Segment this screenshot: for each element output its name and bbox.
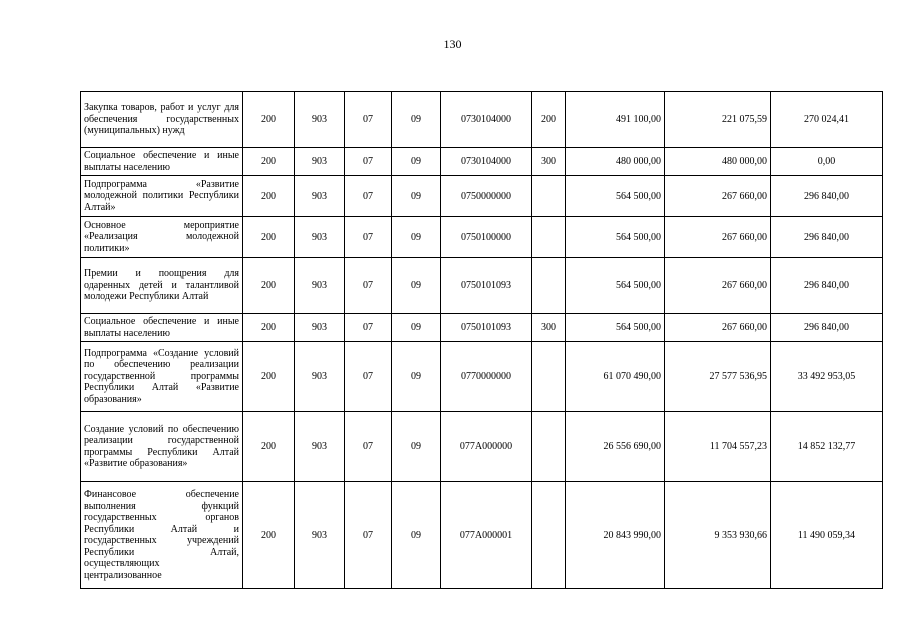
section-code: 07 xyxy=(345,148,392,176)
table-row xyxy=(81,148,883,176)
amount-planned: 564 500,00 xyxy=(566,314,665,342)
grbs-code: 200 xyxy=(243,217,295,258)
expense-type-code: 300 xyxy=(532,314,566,342)
subsection-code: 09 xyxy=(392,342,441,412)
amount-remaining: 296 840,00 xyxy=(771,258,883,314)
amount-executed: 480 000,00 xyxy=(665,148,771,176)
target-article-code: 077А000000 xyxy=(441,412,532,482)
grbs-code: 200 xyxy=(243,412,295,482)
expense-type-code xyxy=(532,258,566,314)
amount-executed: 267 660,00 xyxy=(665,176,771,217)
table-body xyxy=(81,92,883,589)
ved-code: 903 xyxy=(295,176,345,217)
grbs-code: 200 xyxy=(243,482,295,589)
ved-code: 903 xyxy=(295,342,345,412)
amount-executed: 11 704 557,23 xyxy=(665,412,771,482)
amount-remaining: 0,00 xyxy=(771,148,883,176)
amount-remaining: 11 490 059,34 xyxy=(771,482,883,589)
amount-planned: 480 000,00 xyxy=(566,148,665,176)
section-code: 07 xyxy=(345,342,392,412)
section-code: 07 xyxy=(345,92,392,148)
target-article-code: 0750101093 xyxy=(441,314,532,342)
target-article-code: 0750100000 xyxy=(441,217,532,258)
grbs-code: 200 xyxy=(243,342,295,412)
amount-planned: 564 500,00 xyxy=(566,176,665,217)
table-row xyxy=(81,314,883,342)
section-code: 07 xyxy=(345,176,392,217)
ved-code: 903 xyxy=(295,217,345,258)
expense-type-code xyxy=(532,176,566,217)
amount-planned: 491 100,00 xyxy=(566,92,665,148)
row-name: Подпрограмма «Развитие молодежной политики Республики Алтай» xyxy=(81,176,243,217)
section-code: 07 xyxy=(345,258,392,314)
amount-executed: 221 075,59 xyxy=(665,92,771,148)
amount-remaining: 33 492 953,05 xyxy=(771,342,883,412)
ved-code: 903 xyxy=(295,482,345,589)
grbs-code: 200 xyxy=(243,92,295,148)
amount-planned: 564 500,00 xyxy=(566,258,665,314)
subsection-code: 09 xyxy=(392,148,441,176)
row-name: Финансовое обеспечение выполнения функций государственных органов Республики Алтай и государственных учреждений Республики Алтай, осуществляющих централизованное xyxy=(81,482,243,589)
row-name: Социальное обеспечение и иные выплаты населению xyxy=(81,314,243,342)
ved-code: 903 xyxy=(295,314,345,342)
section-code: 07 xyxy=(345,412,392,482)
amount-executed: 9 353 930,66 xyxy=(665,482,771,589)
expense-type-code xyxy=(532,412,566,482)
section-code: 07 xyxy=(345,217,392,258)
amount-remaining: 296 840,00 xyxy=(771,176,883,217)
page-number: 130 xyxy=(443,37,462,51)
budget-table xyxy=(80,91,883,589)
ved-code: 903 xyxy=(295,412,345,482)
amount-executed: 267 660,00 xyxy=(665,258,771,314)
amount-executed: 27 577 536,95 xyxy=(665,342,771,412)
subsection-code: 09 xyxy=(392,412,441,482)
amount-remaining: 14 852 132,77 xyxy=(771,412,883,482)
subsection-code: 09 xyxy=(392,314,441,342)
amount-executed: 267 660,00 xyxy=(665,314,771,342)
expense-type-code xyxy=(532,482,566,589)
expense-type-code: 300 xyxy=(532,148,566,176)
table-row xyxy=(81,482,883,589)
row-name: Основное мероприятие «Реализация молодежной политики» xyxy=(81,217,243,258)
ved-code: 903 xyxy=(295,148,345,176)
amount-planned: 20 843 990,00 xyxy=(566,482,665,589)
target-article-code: 0770000000 xyxy=(441,342,532,412)
row-name: Создание условий по обеспечению реализации государственной программы Республики Алтай «Развитие образования» xyxy=(81,412,243,482)
amount-remaining: 296 840,00 xyxy=(771,217,883,258)
target-article-code: 077А000001 xyxy=(441,482,532,589)
table-row xyxy=(81,342,883,412)
subsection-code: 09 xyxy=(392,92,441,148)
amount-remaining: 270 024,41 xyxy=(771,92,883,148)
subsection-code: 09 xyxy=(392,482,441,589)
ved-code: 903 xyxy=(295,258,345,314)
table-row xyxy=(81,412,883,482)
ved-code: 903 xyxy=(295,92,345,148)
grbs-code: 200 xyxy=(243,258,295,314)
row-name: Закупка товаров, работ и услуг для обеспечения государственных (муниципальных) нужд xyxy=(81,92,243,148)
grbs-code: 200 xyxy=(243,148,295,176)
grbs-code: 200 xyxy=(243,314,295,342)
row-name: Подпрограмма «Создание условий по обеспечению реализации государственной программы Республики Алтай «Развитие образования» xyxy=(81,342,243,412)
table-row xyxy=(81,92,883,148)
target-article-code: 0730104000 xyxy=(441,92,532,148)
target-article-code: 0750101093 xyxy=(441,258,532,314)
subsection-code: 09 xyxy=(392,176,441,217)
amount-planned: 61 070 490,00 xyxy=(566,342,665,412)
section-code: 07 xyxy=(345,314,392,342)
row-name: Социальное обеспечение и иные выплаты населению xyxy=(81,148,243,176)
amount-executed: 267 660,00 xyxy=(665,217,771,258)
subsection-code: 09 xyxy=(392,258,441,314)
row-name: Премии и поощрения для одаренных детей и талантливой молодежи Республики Алтай xyxy=(81,258,243,314)
amount-planned: 26 556 690,00 xyxy=(566,412,665,482)
amount-remaining: 296 840,00 xyxy=(771,314,883,342)
target-article-code: 0750000000 xyxy=(441,176,532,217)
expense-type-code xyxy=(532,217,566,258)
amount-planned: 564 500,00 xyxy=(566,217,665,258)
table-row xyxy=(81,258,883,314)
grbs-code: 200 xyxy=(243,176,295,217)
expense-type-code xyxy=(532,342,566,412)
target-article-code: 0730104000 xyxy=(441,148,532,176)
expense-type-code: 200 xyxy=(532,92,566,148)
table-row xyxy=(81,176,883,217)
section-code: 07 xyxy=(345,482,392,589)
subsection-code: 09 xyxy=(392,217,441,258)
table-row xyxy=(81,217,883,258)
